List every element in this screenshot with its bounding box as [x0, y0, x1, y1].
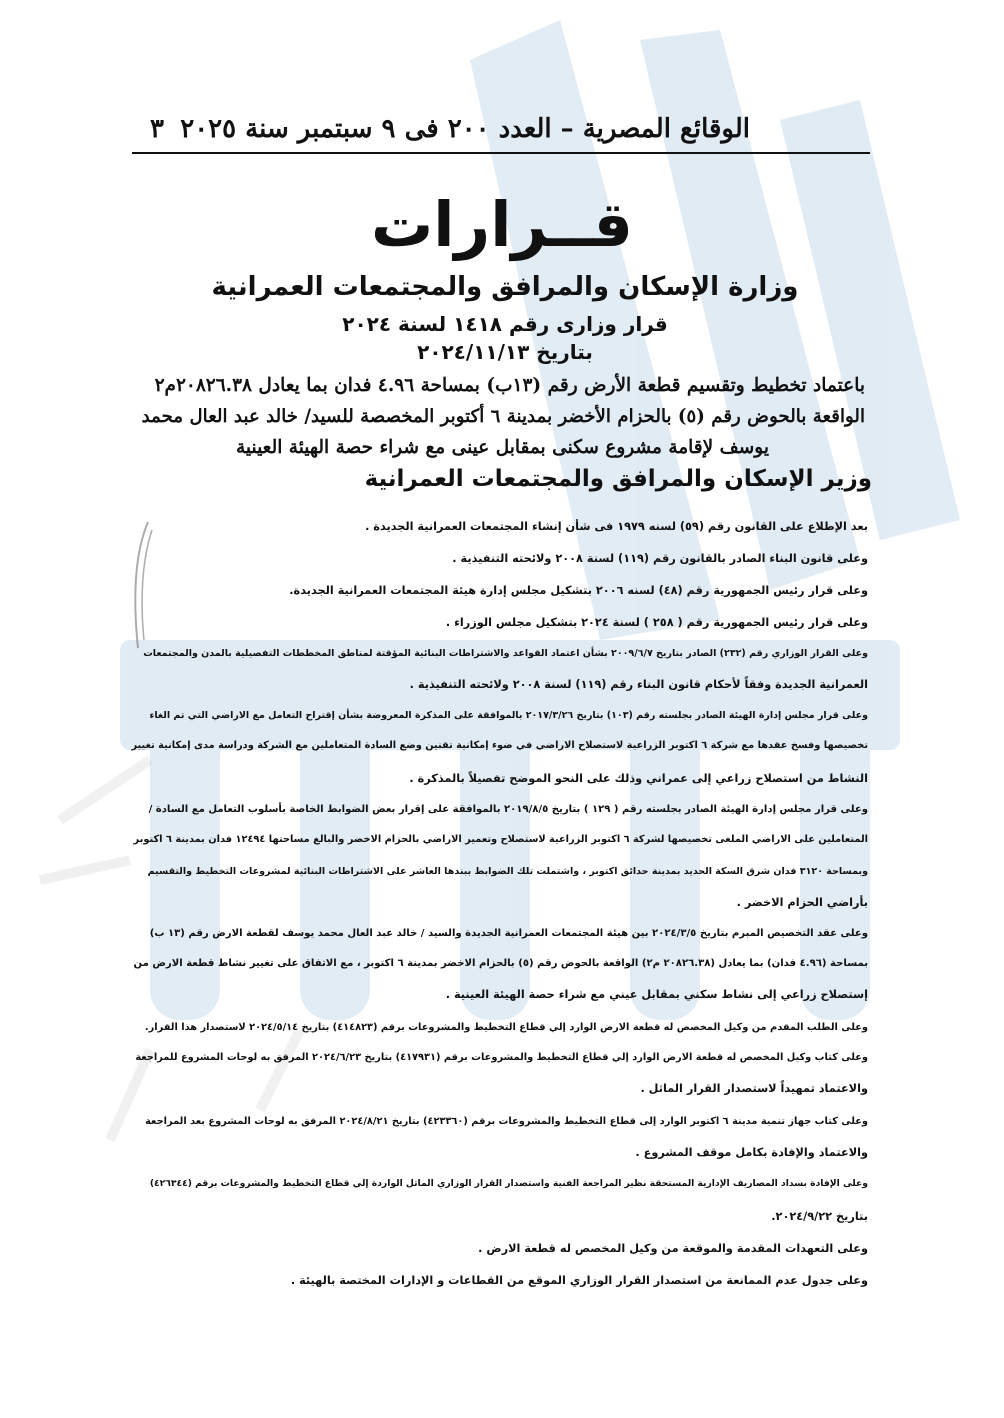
stamp-mark	[126, 520, 156, 650]
body-line: والاعتماد تمهيداً لاستصدار القرار الماثل .	[640, 1082, 868, 1095]
subject-line: يوسف لإقامة مشروع سكنى بمقابل عينى مع شراء حصة الهيئة العينية	[235, 437, 769, 458]
body-line: وعلى الطلب المقدم من وكيل المخصص له قطعة الارض الوارد إلي قطاع التخطيط والمشروعات برقم (٤١٤٨٢٣) بتاريخ ٢٠٢٤/٥/١٤ لاستصدار هذا القرار.	[144, 1022, 868, 1033]
decree-subject	[140, 370, 865, 463]
body-line: النشاط من استصلاح زراعي إلى عمراني وذلك على النحو الموضح تفصيلاً بالمذكرة .	[409, 772, 868, 785]
body-line: وعلى القرار الوزاري رقم (٢٣٢) الصادر بتاريخ ٢٠٠٩/٦/٧ بشأن اعتماد القواعد والاشتراطات البنائية المؤقتة لمناطق المخططات التفصيلية بالمدن والمجتمعات	[143, 648, 868, 659]
subject-line: باعتماد تخطيط وتقسيم قطعة الأرض رقم (١٣ب) بمساحة ٤.٩٦ فدان بما يعادل ٢٠٨٢٦.٣٨م٢	[154, 375, 865, 396]
body-line: وعلى قرار رئيس الجمهورية رقم (٤٨) لسنه ٢٠٠٦ بتشكيل مجلس إدارة هيئة المجتمعات العمرانية الجديدة.	[289, 584, 868, 597]
ministry-name: وزارة الإسكان والمرافق والمجتمعات العمرانية	[211, 272, 799, 302]
page-header	[132, 112, 870, 154]
subject-line: الواقعة بالحوض رقم (٥) بالحزام الأخضر بمدينة ٦ أكتوبر المخصصة للسيد/ خالد عبد العال محمد	[141, 406, 865, 427]
body-line: وعلى جدول عدم الممانعة من استصدار القرار الوزاري الموقع من القطاعات و الإدارات المختصة بالهيئة .	[290, 1274, 868, 1287]
body-line: بعد الإطلاع على القانون رقم (٥٩) لسنه ١٩٧٩ فى شأن إنشاء المجتمعات العمرانية الجديدة .	[365, 520, 868, 533]
body-line: بأراضي الحزام الاخضر .	[736, 896, 868, 909]
body-line: وعلى كتاب وكيل المخصص له قطعة الارض الوارد إلي قطاع التخطيط والمشروعات برقم (٤١٧٩٣١) بتاريخ ٢٠٢٤/٦/٢٣ المرفق به لوحات المشروع للمراجعة	[135, 1052, 868, 1063]
body-line: وعلى عقد التخصيص المبرم بتاريخ ٢٠٢٤/٣/٥ بين هيئة المجتمعات العمرانية الجديدة والسيد / خالد عبد العال محمد يوسف لقطعة الارض رقم (١٣ ب)	[149, 928, 868, 939]
body-line: وعلى قرار رئيس الجمهورية رقم ( ٢٥٨ ) لسنة ٢٠٢٤ بتشكيل مجلس الوزراء .	[445, 616, 868, 629]
body-line: المتعاملين على الاراضي الملغى تخصيصها لشركة ٦ اكتوبر الزراعية لاستصلاح وتعمير الاراضي بالحزام الاخضر والبالغ مساحتها ١٢٤٩٤ فدان بمدينة ٦ اكتوبر	[133, 834, 868, 845]
decree-date: بتاريخ ٢٠٢٤/١١/١٣	[417, 340, 593, 364]
body-line: تخصيصها وفسخ عقدها مع شركة ٦ اكتوبر الزراعية لاستصلاح الاراضي في ضوء إمكانية تقنين وضع السادة المتعاملين مع الشركة ودراسة مدى إمكانية تغيير	[131, 740, 868, 751]
body-line: وعلى قانون البناء الصادر بالقانون رقم (١١٩) لسنة ٢٠٠٨ ولائحته التنفيذية .	[452, 552, 868, 565]
body-line: بمساحة (٤.٩٦ فدان) بما يعادل (٢٠٨٢٦.٣٨ م٢) الواقعة بالحوض رقم (٥) بالحزام الاخضر بمدينة ٦ اكتوبر ، مع الاتفاق على تغيير نشاط قطعة الارض من	[133, 958, 868, 969]
minister-heading: وزير الإسكان والمرافق والمجتمعات العمرانية	[364, 466, 872, 492]
body-line: العمرانية الجديدة وفقاً لأحكام قانون البناء رقم (١١٩) لسنة ٢٠٠٨ ولائحته التنفيذية .	[409, 678, 868, 691]
body-line: إستصلاح زراعي إلى نشاط سكني بمقابل عيني مع شراء حصة الهيئة العينية .	[445, 988, 868, 1001]
body-line: وبمساحة ٣١٢٠ فدان شرق السكة الحديد بمدينة حدائق اكتوبر ، واشتملت تلك الضوابط ببندها العاشر على الاشتراطات البنائية لمشروعات التخطيط والتقسيم	[147, 866, 868, 877]
decree-number: قرار وزارى رقم ١٤١٨ لسنة ٢٠٢٤	[342, 312, 668, 336]
body-line: والاعتماد والإفادة بكامل موقف المشروع .	[635, 1146, 868, 1159]
body-line: وعلى قرار مجلس إدارة الهيئة الصادر بجلسته رقم (١٠٣) بتاريخ ٢٠١٧/٣/٢٦ بالموافقة على المذكرة المعروضة بشأن إقتراح التعامل مع الاراضي التي تم الغاء	[149, 710, 868, 721]
page-number: ٣	[150, 114, 164, 144]
body-line: وعلى كتاب جهاز تنمية مدينة ٦ اكتوبر الوارد إلى قطاع التخطيط والمشروعات برقم (٤٢٣٣٦٠) بتاريخ ٢٠٢٤/٨/٢١ المرفق به لوحات المشروع بعد المراجعة	[145, 1116, 868, 1127]
body-line: بتاريخ ٢٠٢٤/٩/٢٢.	[771, 1210, 868, 1223]
gazette-header-title: الوقائع المصرية – العدد ٢٠٠ فى ٩ سبتمبر سنة ٢٠٢٥	[180, 114, 750, 144]
body-line: وعلى التعهدات المقدمة والموقعة من وكيل المخصص له قطعة الارض .	[478, 1242, 868, 1255]
body-line: وعلى قرار مجلس إدارة الهيئة الصادر بجلسته رقم ( ١٢٩ ) بتاريخ ٢٠١٩/٨/٥ بالموافقة على إقرار بعض الضوابط الخاصة بأسلوب التعامل مع السادة /	[148, 804, 868, 815]
body-line: وعلى الإفادة بسداد المصاريف الإدارية المستحقة نظير المراجعة الفنية واستصدار القرار الوزاري الماثل الواردة إلي قطاع التخطيط والمشروعات برقم (٤٢٦٣٤٤)	[149, 1178, 868, 1189]
section-title: قــرارات	[370, 188, 634, 261]
